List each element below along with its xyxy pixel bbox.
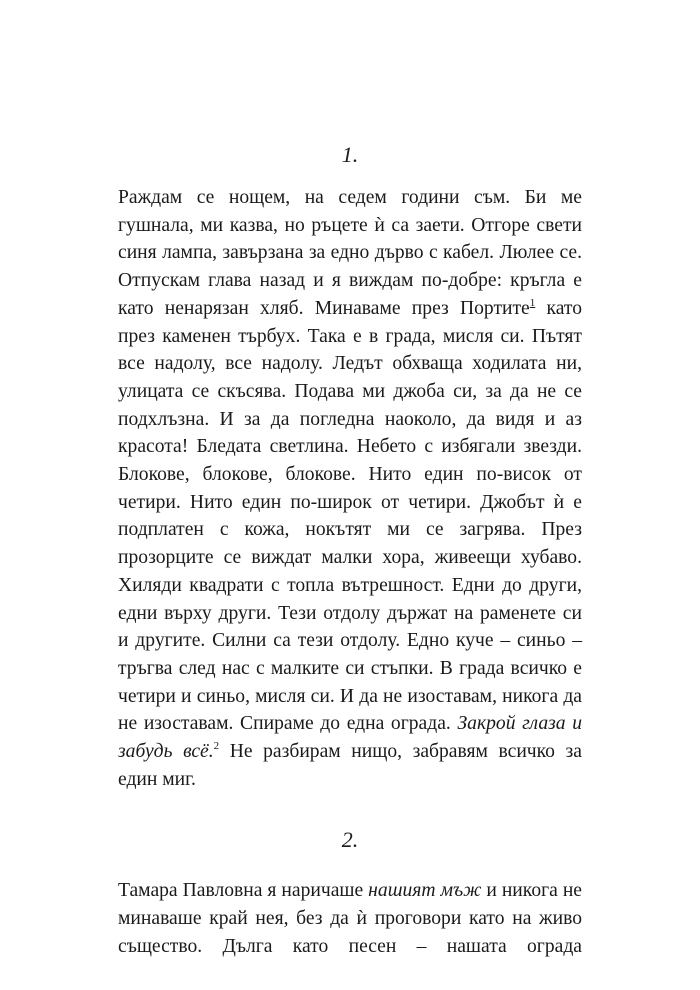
footnote-1-mark: 1 — [529, 296, 536, 309]
chapter-1-text-b: като през каменен търбух. Така е в града, мисля си. Пътят все надолу, все надолу. Ледът обхваща ходилата ни, улицата се скъсява. Подава ми джоба си, за да не се подхлъзна. И за да погледна наоколо, да видя и аз красота! Бледата светлина. Небето с избягали звезди. Блокове, блокове, блокове. Нито един по-висок от четири. Нито един по-широк от четири. Джобът ѝ е подплатен с кожа, нокътят ми се загрява. През прозорците се виждат малки хора, живеещи хубаво. Хиляди квадрати с топла вътрешност. Едни до други, едни върху други. Тези отдолу държат на раменете си и другите. Силни са тези отдолу. Едно куче – синьо – тръгва след нас с малките си стъпки. В града всичко е четири и синьо, мисля си. И да не изоставам, никога да не изоставам. Спираме до една ограда. — [118, 297, 582, 735]
chapter-2-italic-phrase: нашият мъж — [368, 880, 482, 902]
chapter-2-text-b: и никога не минаваше край нея, без да ѝ проговори като на живо същество. Дълга като песен – нашата ограда — [118, 880, 583, 957]
chapter-1-paragraph — [118, 184, 582, 793]
chapter-1-heading: 1. — [341, 142, 359, 167]
chapter-2-paragraph — [118, 877, 582, 960]
chapter-2-heading: 2. — [341, 827, 359, 853]
page-body — [118, 140, 582, 961]
chapter-1-text-c: Не разбирам нищо, забравям всичко за един миг. — [118, 741, 582, 790]
chapter-1-text-a: Раждам се нощем, на седем години съм. Би ме гушнала, ми казва, но ръцете ѝ са заети. Отгоре свети синя лампа, завързана за едно дърво с кабел. Люлее се. Отпускам глава назад и я виждам по-добре: кръгла е като ненарязан хляб. Минаваме през Портите — [118, 187, 582, 319]
footnote-2-mark: 2 — [213, 740, 220, 753]
chapter-2-text-a: Тамара Павловна я наричаше — [118, 880, 369, 902]
chapter-1-italic-quote: Закрой глаза и забудь всё. — [118, 713, 582, 763]
